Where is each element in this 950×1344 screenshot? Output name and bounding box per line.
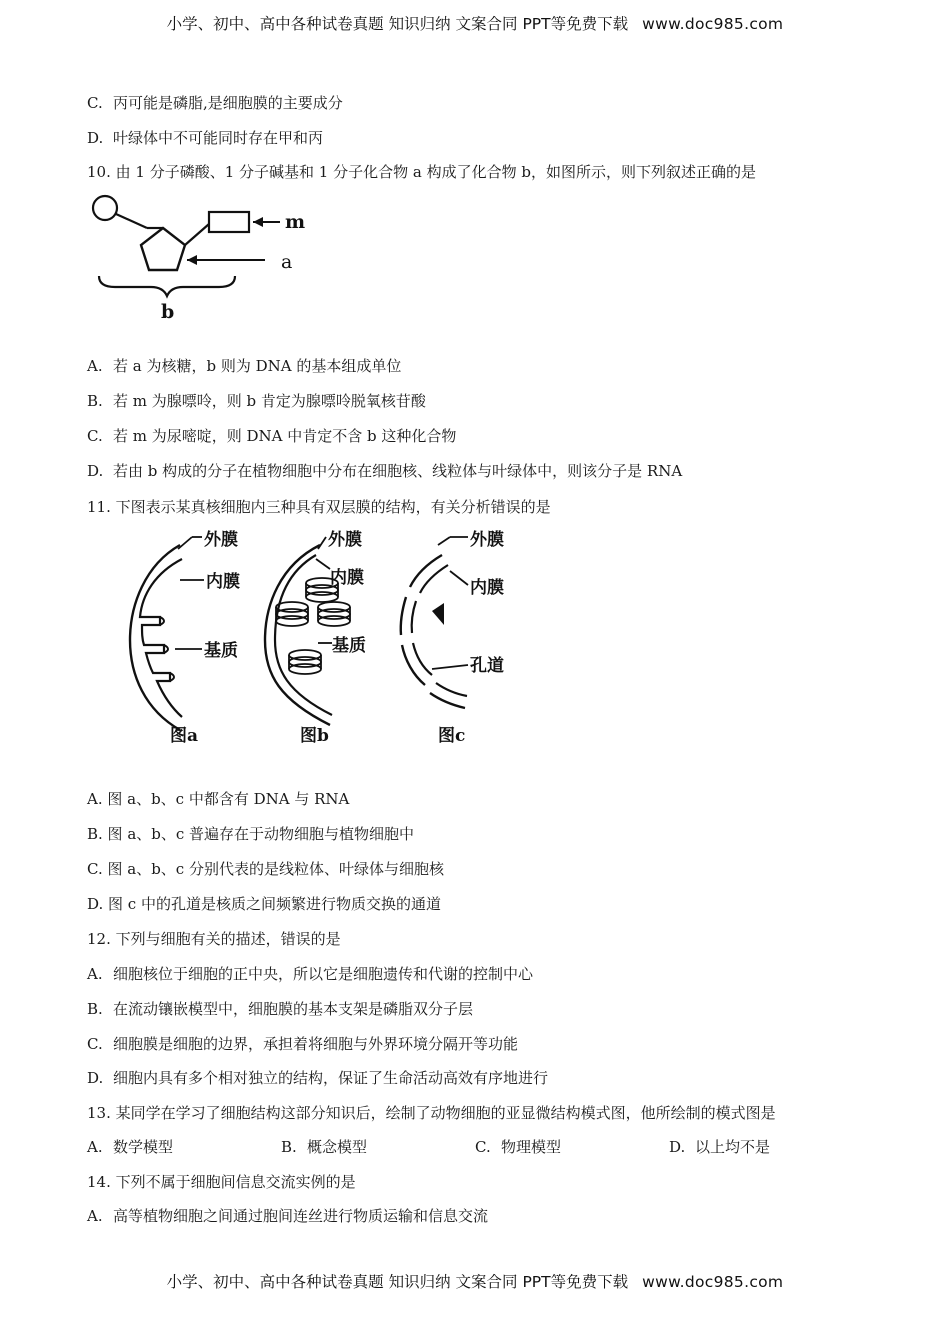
q11-option-d: D. 图 c 中的孔道是核质之间频繁进行物质交换的通道 [87, 895, 441, 913]
figure-a-mitochondrion [130, 529, 240, 746]
figure-b-chloroplast [265, 529, 366, 746]
banner-site: www.doc985.com [642, 15, 784, 33]
base-rectangle [209, 212, 249, 232]
option-text: 若 a 为核糖，b 则为 DNA 的基本组成单位 [113, 357, 402, 375]
option-label: D. [87, 1069, 104, 1087]
q13-option-a [87, 1136, 281, 1157]
banner-text: 小学、初中、高中各种试卷真题 知识归纳 文案合同 PPT等免费下载 [166, 15, 629, 33]
fig-c-pore-label: 孔道 [470, 656, 504, 676]
phosphate-circle [93, 196, 117, 220]
option-label: A. [87, 1207, 103, 1225]
option-text: 叶绿体中不可能同时存在甲和丙 [113, 129, 324, 147]
option-text: 在流动镶嵌模型中，细胞膜的基本支架是磷脂双分子层 [113, 1000, 474, 1018]
q13-option-c [475, 1136, 669, 1157]
q12-option-a [87, 963, 533, 984]
option-label: D. [87, 129, 104, 147]
option-text: 物理模型 [501, 1138, 562, 1156]
fig-a-caption: 图a [170, 726, 199, 746]
option-label: D. [669, 1138, 686, 1156]
brace-b [99, 276, 235, 296]
option-label: C. [475, 1138, 491, 1156]
header-banner [0, 12, 950, 34]
base-bond [185, 224, 209, 245]
arrow-m-icon [253, 217, 263, 227]
option-label: C. [87, 427, 103, 445]
q14-option-a [87, 1205, 488, 1226]
fig-c-inner-label: 内膜 [470, 578, 504, 598]
option-label: A. [87, 965, 103, 983]
thylakoid-stack-icon [318, 602, 350, 626]
fig-b-outer-label: 外膜 [328, 530, 362, 550]
option-text: 细胞内具有多个相对独立的结构，保证了生命活动高效有序地进行 [113, 1069, 549, 1087]
option-label: B. [87, 1000, 103, 1018]
option-text: 丙可能是磷脂,是细胞膜的主要成分 [113, 94, 343, 112]
fig-c-outer-label: 外膜 [470, 530, 504, 550]
q13-option-b [281, 1136, 475, 1157]
fig-a-matrix-label: 基质 [204, 641, 238, 661]
banner-text: 小学、初中、高中各种试卷真题 知识归纳 文案合同 PPT等免费下载 [166, 1273, 629, 1291]
option-label: B. [87, 392, 103, 410]
q12-option-b [87, 998, 473, 1019]
nucleotide-diagram [85, 188, 325, 328]
thylakoid-stack-icon [289, 650, 321, 674]
banner-site: www.doc985.com [642, 1273, 784, 1291]
fig-b-inner-label: 内膜 [330, 568, 364, 588]
q13-options [87, 1136, 770, 1157]
figure-c-nucleus [401, 529, 504, 746]
q10-option-b [87, 390, 426, 411]
option-label: A. [87, 1138, 103, 1156]
organelle-diagrams [120, 525, 520, 755]
q9-option-c [87, 92, 343, 113]
q14-stem: 14. 下列不属于细胞间信息交流实例的是 [87, 1173, 356, 1191]
nuclear-pore-icon [432, 603, 444, 625]
option-text: 若 m 为腺嘌呤，则 b 肯定为腺嘌呤脱氧核苷酸 [113, 392, 426, 410]
option-label: B. [281, 1138, 297, 1156]
fig-b-caption: 图b [300, 726, 329, 746]
q12-option-c [87, 1033, 518, 1054]
q11-option-c: C. 图 a、b、c 分别代表的是线粒体、叶绿体与细胞核 [87, 860, 444, 878]
option-label: D. [87, 462, 104, 480]
thylakoid-stack-icon [276, 602, 308, 626]
q10-option-c [87, 425, 456, 446]
option-text: 若由 b 构成的分子在植物细胞中分布在细胞核、线粒体与叶绿体中，则该分子是 RNA [113, 462, 683, 480]
option-text: 若 m 为尿嘧啶，则 DNA 中肯定不含 b 这种化合物 [113, 427, 457, 445]
q10-option-a [87, 355, 401, 376]
option-text: 数学模型 [113, 1138, 174, 1156]
q13-option-d [669, 1136, 770, 1157]
option-text: 细胞核位于细胞的正中央，所以它是细胞遗传和代谢的控制中心 [113, 965, 534, 983]
label-b: b [161, 301, 175, 323]
option-text: 高等植物细胞之间通过胞间连丝进行物质运输和信息交流 [113, 1207, 489, 1225]
phosphate-bond [116, 214, 147, 228]
q10-stem: 10. 由 1 分子磷酸、1 分子碱基和 1 分子化合物 a 构成了化合物 b，如图所示，则下列叙述正确的是 [87, 163, 756, 181]
q11-option-a: A. 图 a、b、c 中都含有 DNA 与 RNA [87, 790, 350, 808]
label-a: a [281, 251, 293, 273]
option-text: 概念模型 [307, 1138, 368, 1156]
q13-stem: 13. 某同学在学习了细胞结构这部分知识后，绘制了动物细胞的亚显微结构模式图，他所绘制的模式图是 [87, 1104, 776, 1122]
q11-option-b: B. 图 a、b、c 普遍存在于动物细胞与植物细胞中 [87, 825, 415, 843]
option-text: 以上均不是 [695, 1138, 771, 1156]
footer-banner [0, 1270, 950, 1292]
arrow-a-icon [187, 255, 197, 265]
fig-c-caption: 图c [438, 726, 466, 746]
label-m: m [285, 211, 306, 233]
q11-stem: 11. 下图表示某真核细胞内三种具有双层膜的结构，有关分析错误的是 [87, 498, 551, 516]
fig-b-matrix-label: 基质 [332, 636, 366, 656]
q10-option-d [87, 460, 682, 481]
option-label: C. [87, 94, 103, 112]
q9-option-d [87, 127, 323, 148]
q12-stem: 12. 下列与细胞有关的描述，错误的是 [87, 930, 341, 948]
fig-a-outer-label: 外膜 [204, 530, 238, 550]
option-label: C. [87, 1035, 103, 1053]
option-label: A. [87, 357, 103, 375]
q12-option-d [87, 1067, 548, 1088]
option-text: 细胞膜是细胞的边界，承担着将细胞与外界环境分隔开等功能 [113, 1035, 519, 1053]
pentose-pentagon [141, 228, 185, 270]
fig-a-inner-label: 内膜 [206, 572, 240, 592]
